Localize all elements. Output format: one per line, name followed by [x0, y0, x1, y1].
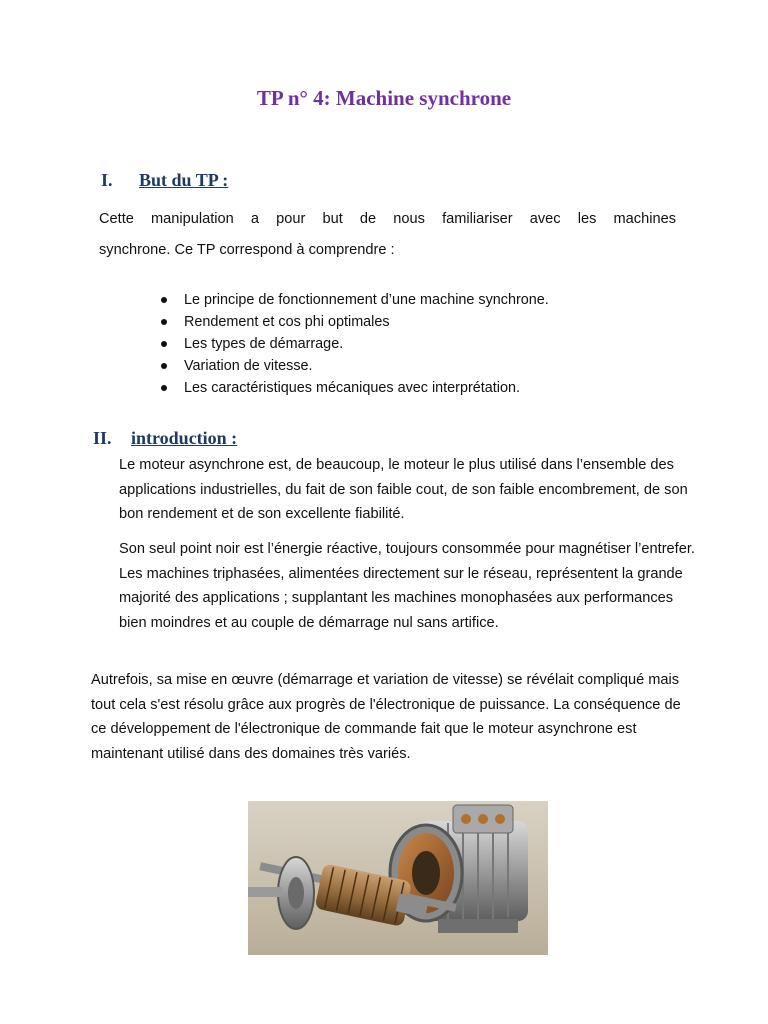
section-number: II. — [93, 428, 112, 448]
section-title: introduction : — [131, 428, 238, 448]
list-item: Rendement et cos phi optimales — [157, 311, 549, 333]
objectives-list — [157, 289, 549, 399]
purpose-line-1: Cette manipulation a pour but de nous familiariser avec les machines — [99, 211, 676, 227]
list-item: Variation de vitesse. — [157, 355, 549, 377]
motor-photo — [248, 801, 548, 955]
section-heading-introduction — [93, 428, 237, 449]
list-item: Le principe de fonctionnement d’une machine synchrone. — [157, 289, 549, 311]
purpose-line-2: synchrone. Ce TP correspond à comprendre : — [99, 242, 395, 258]
intro-paragraph-3: Autrefois, sa mise en œuvre (démarrage et variation de vitesse) se révélait compliqué mais tout cela s'est résolu grâce aux progrès de l'électronique de puissance. La conséquence de ce développement de l'électronique de commande fait que le moteur asynchrone est maintenant utilisé dans des domaines très variés. — [91, 672, 681, 762]
intro-paragraph-1: Le moteur asynchrone est, de beaucoup, le moteur le plus utilisé dans l’ensemble des applications industrielles, du fait de son faible cout, de son faible encombrement, de son bon rendement et de son excellente fiabilité. — [119, 457, 688, 522]
section-heading-but-du-tp — [101, 170, 228, 191]
purpose-paragraph — [99, 204, 676, 266]
section-title: But du TP : — [139, 170, 229, 190]
section-number: I. — [101, 170, 113, 190]
intro-paragraph-2: Son seul point noir est l’énergie réactive, toujours consommée pour magnétiser l’entrefer. Les machines triphasées, alimentées directement sur le réseau, représentent la grande majorité des applications ; supplantant les machines monophasées aux performances bien moindres et au couple de démarrage nul sans artifice. — [119, 541, 695, 631]
list-item: Les caractéristiques mécaniques avec interprétation. — [157, 377, 549, 399]
page-title: TP n° 4: Machine synchrone — [256, 86, 512, 110]
motor-illustration — [248, 801, 548, 955]
list-item: Les types de démarrage. — [157, 333, 549, 355]
